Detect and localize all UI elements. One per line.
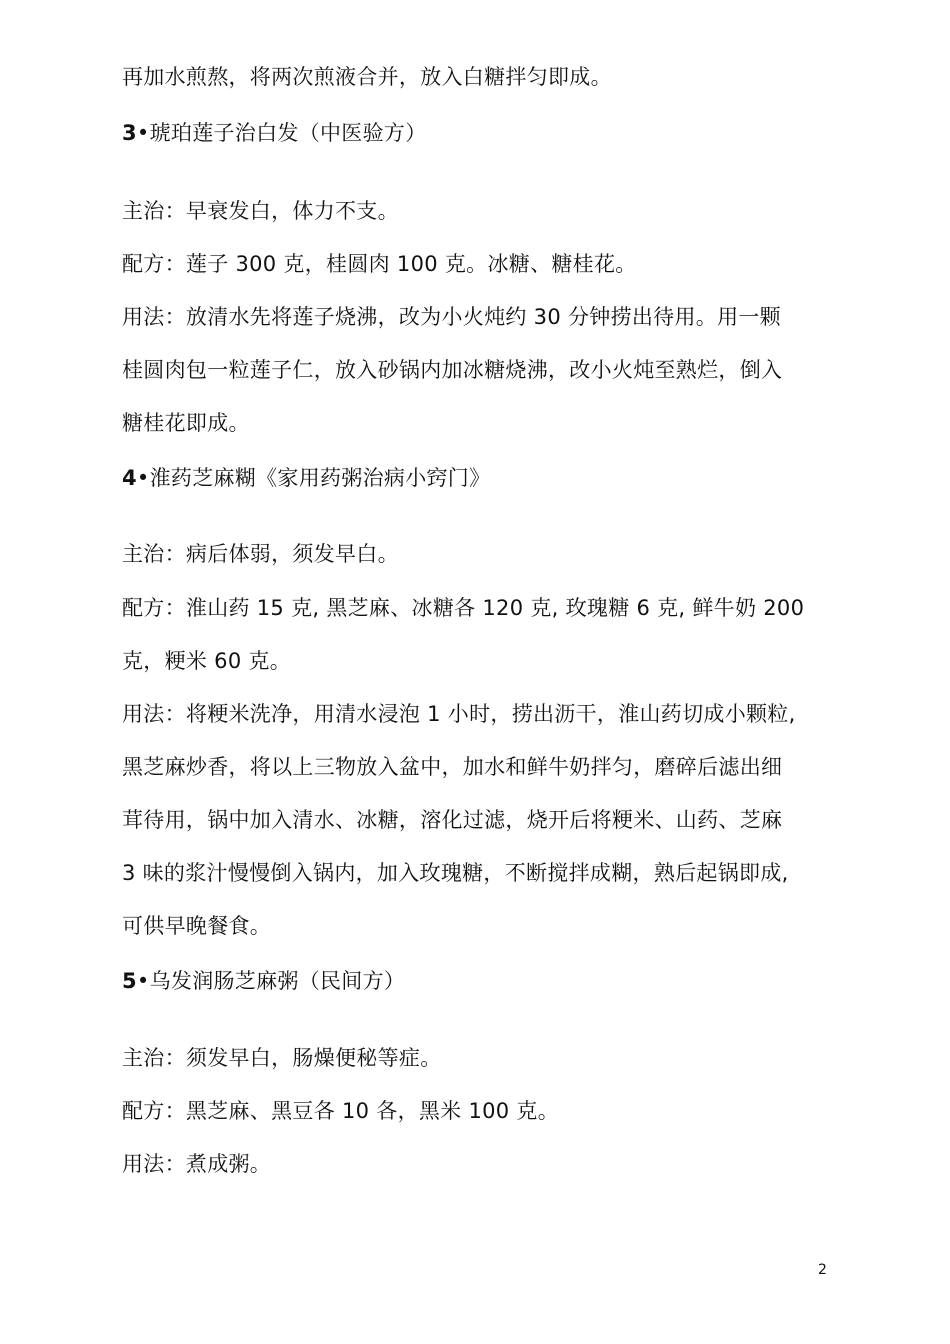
- text-line: 用法：煮成粥。: [122, 1152, 272, 1176]
- text-line: 主治：须发早白，肠燥便秘等症。: [122, 1046, 442, 1070]
- section-title: •琥珀莲子治白发（中医验方）: [136, 121, 427, 145]
- text-line: 再加水煎熬，将两次煎液合并，放入白糖拌匀即成。: [122, 65, 612, 89]
- text-line: 茸待用，锅中加入清水、冰糖，溶化过滤，烧开后将粳米、山药、芝麻: [122, 808, 783, 832]
- section-number: 5: [122, 969, 137, 993]
- text-line: 糖桂花即成。: [122, 411, 250, 435]
- text-line: 主治：早衰发白，体力不支。: [122, 199, 399, 223]
- section-heading-3: [122, 120, 427, 146]
- text-line: 克，粳米 60 克。: [122, 649, 292, 673]
- text-line: 用法：放清水先将莲子烧沸，改为小火炖约 30 分钟捞出待用。用一颗: [122, 305, 781, 329]
- text-line: 主治：病后体弱，须发早白。: [122, 542, 399, 566]
- section-heading-5: [122, 968, 405, 994]
- page-number: 2: [818, 1262, 827, 1278]
- text-line: 可供早晚餐食。: [122, 914, 272, 938]
- text-line: 配方：淮山药 15 克, 黑芝麻、冰糖各 120 克, 玫瑰糖 6 克, 鲜牛奶 200: [122, 596, 805, 620]
- text-line: 配方：黑芝麻、黑豆各 10 各，黑米 100 克。: [122, 1099, 560, 1123]
- section-heading-4: [122, 465, 490, 491]
- section-title: •淮药芝麻糊《家用药粥治病小窍门》: [136, 466, 491, 490]
- text-line: 3 味的浆汁慢慢倒入锅内，加入玫瑰糖，不断搅拌成糊，熟后起锅即成,: [122, 861, 789, 885]
- section-title: •乌发润肠芝麻粥（民间方）: [136, 969, 406, 993]
- text-line: 用法：将粳米洗净，用清水浸泡 1 小时，捞出沥干，淮山药切成小颗粒,: [122, 702, 796, 726]
- text-line: 配方：莲子 300 克，桂圆肉 100 克。冰糖、糖桂花。: [122, 252, 637, 276]
- section-number: 3: [122, 121, 137, 145]
- text-line: 黑芝麻炒香，将以上三物放入盆中，加水和鲜牛奶拌匀，磨碎后滤出细: [122, 755, 783, 779]
- section-number: 4: [122, 466, 137, 490]
- text-line: 桂圆肉包一粒莲子仁，放入砂锅内加冰糖烧沸，改小火炖至熟烂，倒入: [122, 358, 783, 382]
